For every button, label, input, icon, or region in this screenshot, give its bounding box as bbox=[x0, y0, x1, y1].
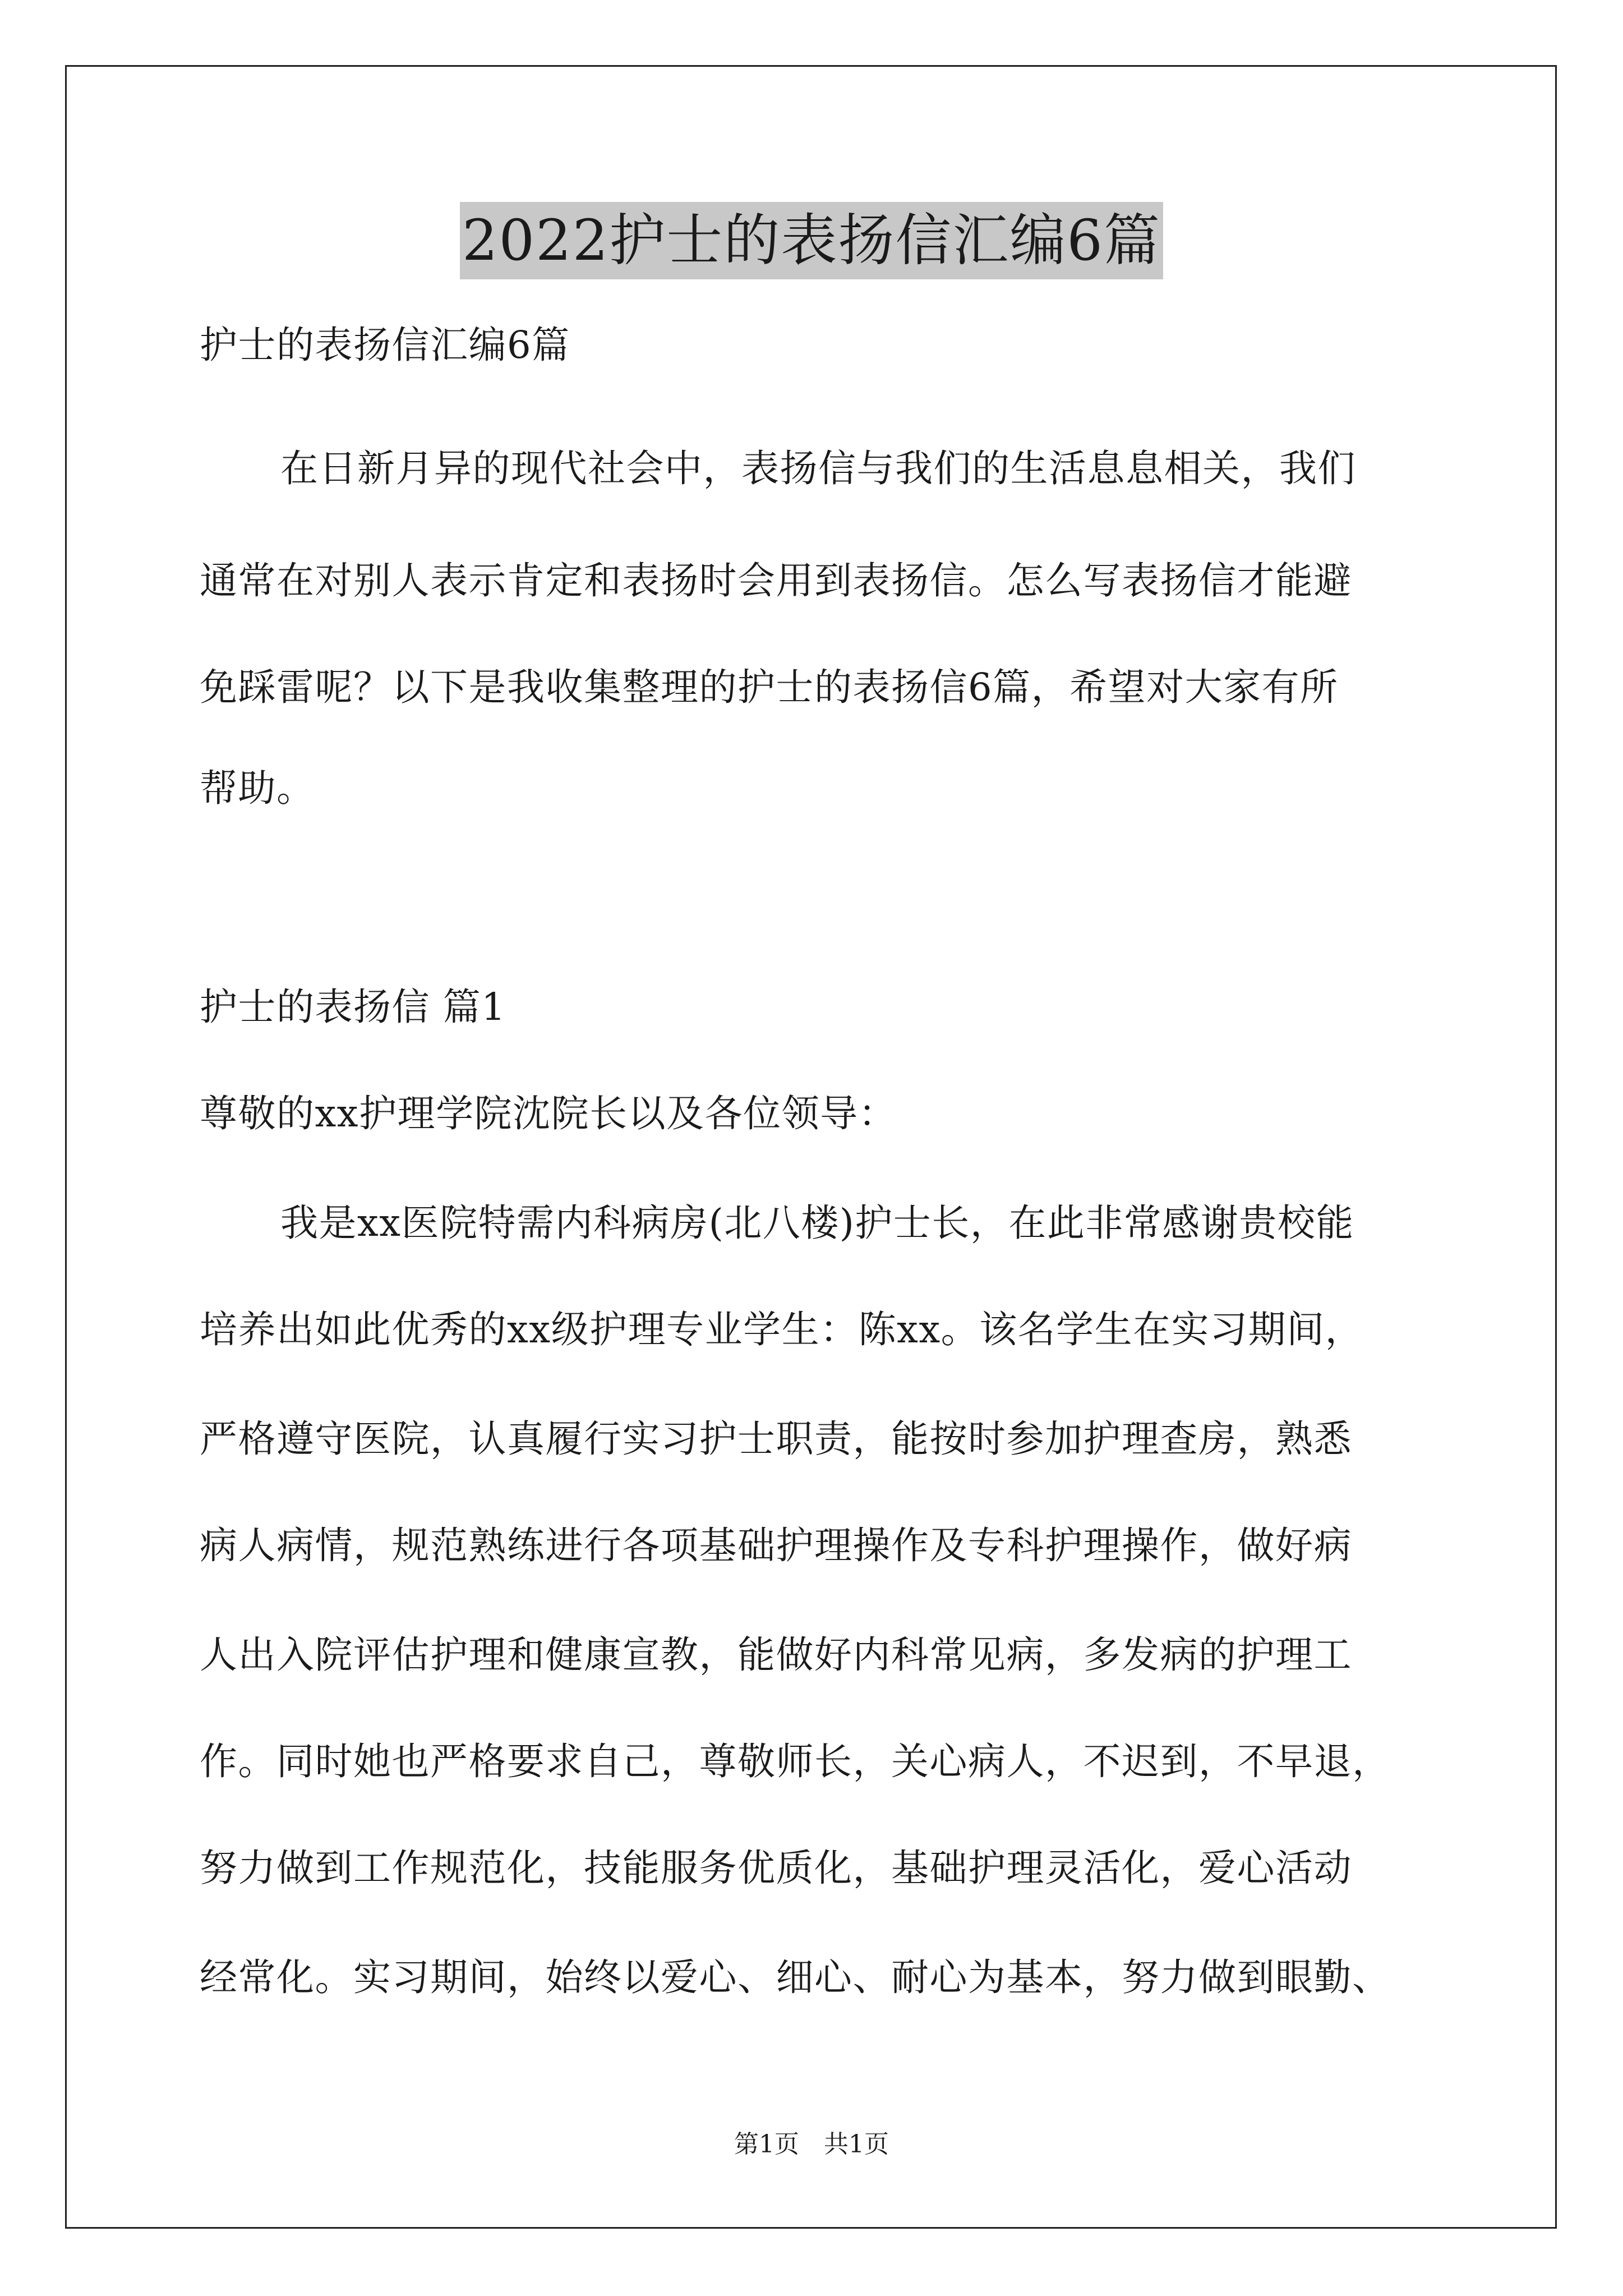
salutation-line: 尊敬的xx护理学院沈院长以及各位领导： bbox=[200, 1092, 897, 1135]
title-container bbox=[0, 202, 1623, 279]
section-heading: 护士的表扬信 篇1 bbox=[200, 985, 506, 1029]
body-line: 严格遵守医院，认真履行实习护士职责，能按时参加护理查房，熟悉 bbox=[200, 1417, 1352, 1461]
body-line: 我是xx医院特需内科病房(北八楼)护士长，在此非常感谢贵校能 bbox=[280, 1201, 1354, 1245]
body-line: 免踩雷呢？以下是我收集整理的护士的表扬信6篇，希望对大家有所 bbox=[200, 665, 1339, 709]
body-line: 在日新月异的现代社会中，表扬信与我们的生活息息相关，我们 bbox=[280, 447, 1356, 490]
body-line: 帮助。 bbox=[200, 766, 315, 810]
body-line: 经常化。实习期间，始终以爱心、细心、耐心为基本，努力做到眼勤、 bbox=[200, 1955, 1391, 1999]
page-footer: 第1页 共1页 bbox=[734, 2130, 889, 2159]
body-line: 通常在对别人表示肯定和表扬时会用到表扬信。怎么写表扬信才能避 bbox=[200, 559, 1352, 602]
body-line: 培养出如此优秀的xx级护理专业学生：陈xx。该名学生在实习期间， bbox=[200, 1308, 1364, 1351]
body-line: 努力做到工作规范化，技能服务优质化，基础护理灵活化，爱心活动 bbox=[200, 1846, 1352, 1890]
subtitle-line: 护士的表扬信汇编6篇 bbox=[200, 323, 570, 367]
page-border bbox=[65, 65, 1557, 2229]
document-title: 2022护士的表扬信汇编6篇 bbox=[460, 202, 1163, 279]
body-line: 人出入院评估护理和健康宣教，能做好内科常见病，多发病的护理工 bbox=[200, 1633, 1352, 1677]
body-line: 病人病情，规范熟练进行各项基础护理操作及专科护理操作，做好病 bbox=[200, 1524, 1352, 1567]
body-line: 作。同时她也严格要求自己，尊敬师长，关心病人，不迟到，不早退， bbox=[200, 1740, 1391, 1783]
